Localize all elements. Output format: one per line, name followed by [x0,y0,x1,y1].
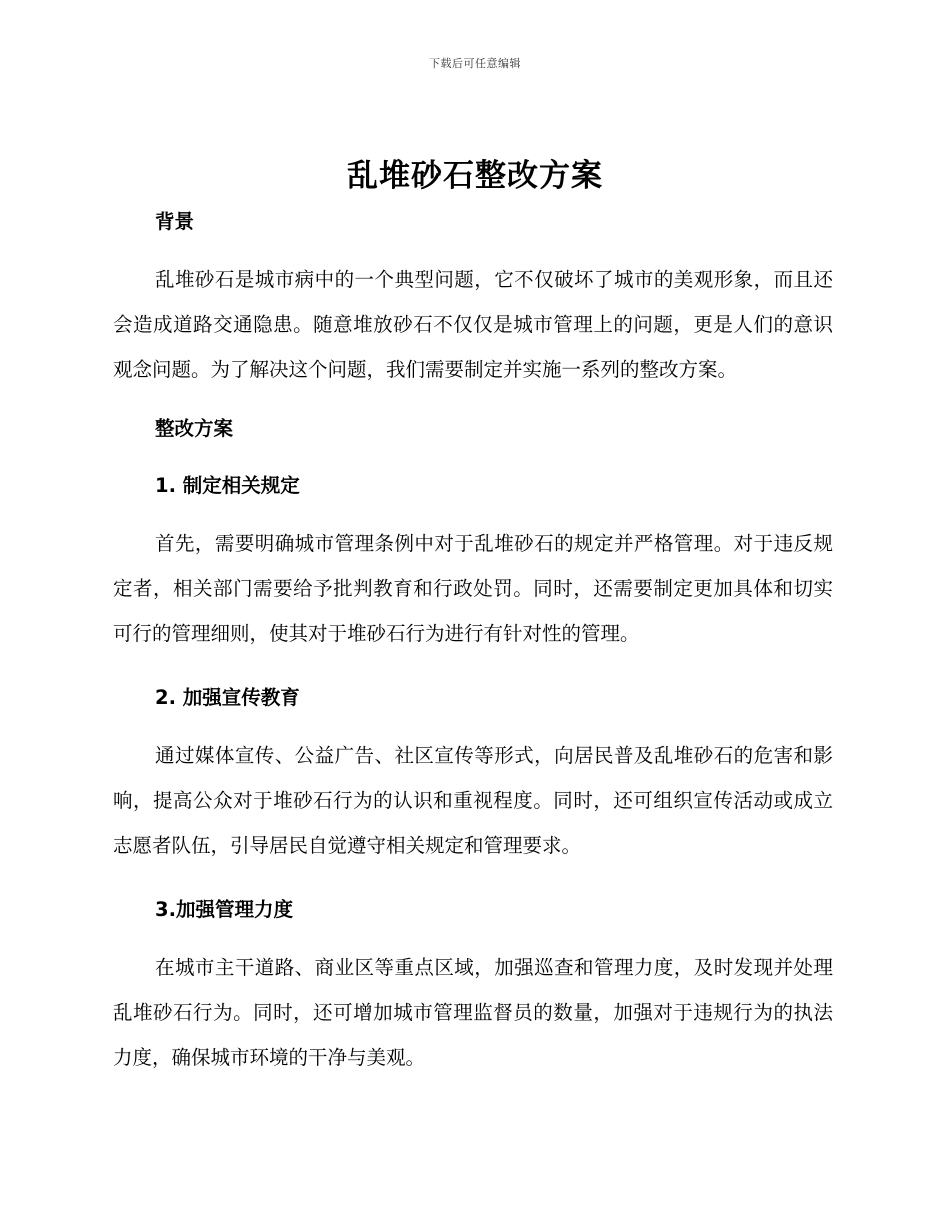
paragraph-item-1: 首先，需要明确城市管理条例中对于乱堆砂石的规定并严格管理。对于违反规定者，相关部门需要给予批判教育和行政处罚。同时，还需要制定更加具体和切实可行的管理细则，使其对于堆砂石行为进行有针对性的管理。 [113,532,833,645]
subheading-item-3: 3.加强管理力度 [155,898,293,921]
subheading-item-2: 2. 加强宣传教育 [155,686,300,709]
document-title: 乱堆砂石整改方案 [347,158,603,194]
section-heading-plan: 整改方案 [155,417,234,440]
paragraph-background: 乱堆砂石是城市病中的一个典型问题，它不仅破坏了城市的美观形象，而且还会造成道路交通隐患。随意堆放砂石不仅仅是城市管理上的问题，更是人们的意识观念问题。为了解决这个问题，我们需要制定并实施一系列的整改方案。 [113,268,833,381]
paragraph-item-2: 通过媒体宣传、公益广告、社区宣传等形式，向居民普及乱堆砂石的危害和影响，提高公众对于堆砂石行为的认识和重视程度。同时，还可组织宣传活动或成立志愿者队伍，引导居民自觉遵守相关规定和管理要求。 [113,744,833,857]
subheading-item-1: 1. 制定相关规定 [155,474,300,497]
header-note: 下载后可任意编辑 [429,57,521,70]
paragraph-item-3: 在城市主干道路、商业区等重点区域，加强巡查和管理力度，及时发现并处理乱堆砂石行为。同时，还可增加城市管理监督员的数量，加强对于违规行为的执法力度，确保城市环境的干净与美观。 [113,956,833,1069]
document-body [113,205,833,1080]
section-heading-background: 背景 [155,210,195,233]
